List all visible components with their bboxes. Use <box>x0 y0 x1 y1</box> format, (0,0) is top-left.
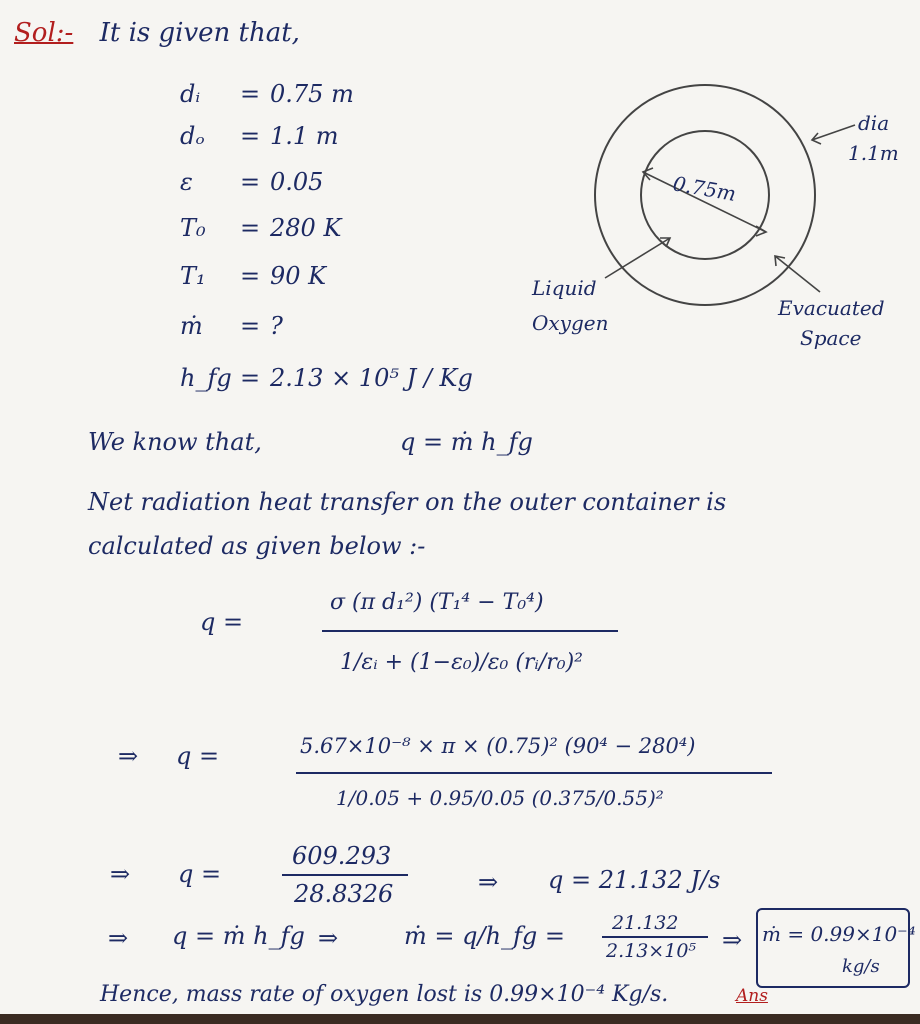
given-value: ? <box>270 312 283 340</box>
given-hfg: h_fg = 2.13 × 10⁵ J / Kg <box>180 364 473 392</box>
answer-value: ṁ = 0.99×10⁻⁴ <box>762 922 916 946</box>
net-radiation-line-1: Net radiation heat transfer on the outer container is <box>88 488 727 516</box>
step2-numerator: 5.67×10⁻⁸ × π × (0.75)² (90⁴ − 280⁴) <box>300 734 696 758</box>
formula-fraction-bar <box>322 630 618 632</box>
step2-denominator: 1/0.05 + 0.95/0.05 (0.375/0.55)² <box>336 786 664 810</box>
given-t0: T₀ = 280 K <box>180 214 342 242</box>
intro-text: It is given that, <box>99 18 300 48</box>
step3-result: q = 21.132 J/s <box>548 866 721 894</box>
given-symbol: dᵢ <box>180 80 201 108</box>
given-value: 2.13 × 10⁵ J / Kg <box>270 364 473 392</box>
step4-fraction-bar <box>602 936 708 938</box>
formula-lhs: q = <box>200 608 244 636</box>
given-symbol: T₀ <box>180 214 206 242</box>
ans-label: Ans <box>736 986 768 1006</box>
oxygen-label: Oxygen <box>532 311 609 335</box>
container-diagram <box>520 80 920 370</box>
step3-arrow-2: ⇒ <box>478 868 499 896</box>
step2-lhs: q = <box>176 742 220 770</box>
step4-arrow: ⇒ <box>108 924 129 952</box>
liquid-label: Liquid <box>532 276 597 300</box>
given-symbol: T₁ <box>180 262 206 290</box>
inner-dim-label: 0.75m <box>671 171 738 206</box>
step4-arrow-2: ⇒ <box>318 924 339 952</box>
step2-fraction-bar <box>296 772 772 774</box>
given-symbol: ṁ <box>180 312 203 340</box>
step4-arrow-3: ⇒ <box>722 926 743 954</box>
page-bottom-edge <box>0 1014 920 1024</box>
step4-q-eq: q = ṁ h_fg <box>172 922 305 950</box>
given-di: dᵢ = 0.75 m <box>180 80 354 108</box>
answer-box <box>756 908 910 988</box>
given-value: 0.75 m <box>270 80 354 108</box>
q-equation: q = ṁ h_fg <box>400 428 533 456</box>
given-value: 90 K <box>270 262 327 290</box>
formula-denominator: 1/εᵢ + (1−ε₀)/ε₀ (rᵢ/r₀)² <box>340 650 583 675</box>
dia-value-label: 1.1m <box>848 141 899 165</box>
net-radiation-line-2: calculated as given below :- <box>88 532 426 560</box>
space-label: Space <box>800 326 862 350</box>
dia-pointer-line <box>812 125 855 140</box>
conclusion-text: Hence, mass rate of oxygen lost is 0.99×10⁻⁴ Kg/s. <box>100 982 669 1007</box>
given-epsilon: ε = 0.05 <box>180 168 324 196</box>
given-value: 0.05 <box>270 168 324 196</box>
evacuated-label: Evacuated <box>778 296 885 320</box>
given-t1: T₁ = 90 K <box>180 262 327 290</box>
step4-denominator: 2.13×10⁵ <box>606 940 697 962</box>
formula-numerator: σ (π d₁²) (T₁⁴ − T₀⁴) <box>330 590 544 615</box>
solution-header <box>14 18 300 48</box>
given-value: 280 K <box>270 214 342 242</box>
step3-denominator: 28.8326 <box>294 880 394 908</box>
given-value: 1.1 m <box>270 122 339 150</box>
given-symbol: h_fg <box>180 364 232 392</box>
step2-arrow: ⇒ <box>118 742 139 770</box>
step3-lhs: q = <box>178 860 222 888</box>
sol-label: Sol:- <box>14 18 74 48</box>
answer-units: kg/s <box>842 956 880 977</box>
step3-numerator: 609.293 <box>292 842 392 870</box>
we-know-text: We know that, <box>88 428 262 456</box>
dia-label: dia <box>858 111 890 135</box>
given-symbol: dₒ <box>180 122 205 150</box>
given-do: dₒ = 1.1 m <box>180 122 339 150</box>
given-mdot: ṁ = ? <box>180 312 283 340</box>
step4-mdot-expr: ṁ = q/h_fg = <box>404 922 566 950</box>
step3-arrow: ⇒ <box>110 860 131 888</box>
given-symbol: ε <box>180 168 193 196</box>
step4-numerator: 21.132 <box>612 912 679 934</box>
step3-fraction-bar <box>282 874 408 876</box>
